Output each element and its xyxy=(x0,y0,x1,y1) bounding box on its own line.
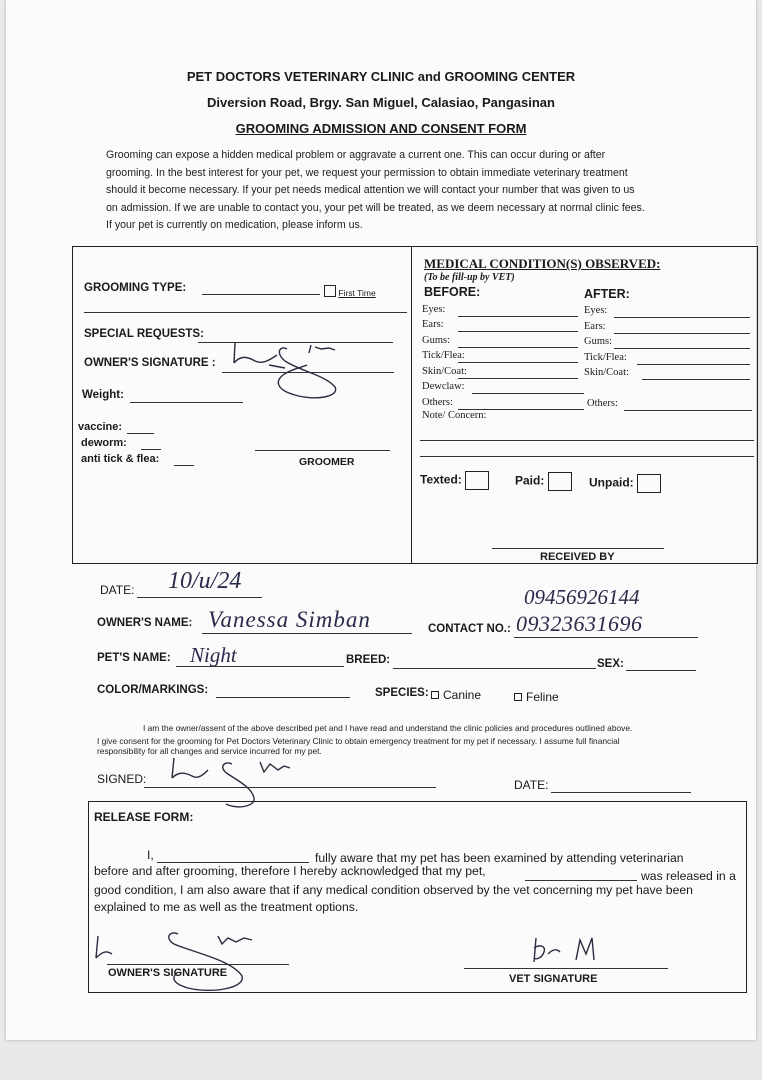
feline-checkbox[interactable] xyxy=(514,693,522,701)
release-title: RELEASE FORM: xyxy=(94,810,194,824)
breed-label: BREED: xyxy=(346,654,391,666)
note-line-1[interactable] xyxy=(420,440,754,441)
contact-value-1: 09456926144 xyxy=(524,585,640,609)
intro-line: on admission. If we are unable to contact you, your pet will be treated, as we deem necessary at normal clinic fees. xyxy=(106,201,645,214)
canine-checkbox[interactable] xyxy=(431,691,439,699)
date-field[interactable] xyxy=(137,597,262,598)
before-item-label: Ears: xyxy=(422,319,444,330)
after-item-label: Gums: xyxy=(584,336,613,347)
before-item-label: Skin/Coat: xyxy=(422,366,467,377)
deworm-field[interactable] xyxy=(141,449,161,450)
before-item-field[interactable] xyxy=(458,331,578,332)
release-owner-signature-label: OWNER'S SIGNATURE xyxy=(108,967,228,979)
consent-line-1: I am the owner/assent of the above described pet and I have read and understand the clinic policies and procedures outlined above. xyxy=(143,723,633,733)
after-item-field[interactable] xyxy=(637,364,750,365)
feline-label: Feline xyxy=(526,690,559,704)
intro-line: Grooming can expose a hidden medical problem or aggravate a current one. This can occur during or after xyxy=(106,149,606,161)
before-item-label: Gums: xyxy=(422,335,451,346)
canine-label: Canine xyxy=(443,688,482,702)
grooming-type-label: GROOMING TYPE: xyxy=(84,282,187,294)
feline-option[interactable] xyxy=(514,690,559,704)
groomer-signature-line[interactable] xyxy=(255,450,390,451)
grooming-type-field-2[interactable] xyxy=(84,312,407,313)
first-time-checkbox[interactable] xyxy=(324,285,336,297)
after-others-label: Others: xyxy=(587,398,618,409)
breed-field[interactable] xyxy=(393,668,596,669)
pet-name-label: PET'S NAME: xyxy=(97,652,171,664)
clinic-name: PET DOCTORS VETERINARY CLINIC and GROOMING CENTER xyxy=(186,69,576,84)
form-title: GROOMING ADMISSION AND CONSENT FORM xyxy=(235,121,527,136)
consent-line-2: I give consent for the grooming for Pet Doctors Veterinary Clinic to obtain emergency treatment for my pet if necessary. I assume full financial xyxy=(97,736,620,746)
after-item-label: Ears: xyxy=(584,321,606,332)
after-item-field[interactable] xyxy=(614,333,750,334)
after-item-field[interactable] xyxy=(642,379,750,380)
vet-signature-scribble xyxy=(530,934,610,970)
before-item-field[interactable] xyxy=(458,347,578,348)
before-item-field[interactable] xyxy=(458,316,578,317)
unpaid-option[interactable] xyxy=(589,474,661,493)
box-divider xyxy=(411,246,412,563)
owner-name-label: OWNER'S NAME: xyxy=(97,617,193,629)
contact-value-2: 09323631696 xyxy=(516,611,643,636)
pet-name-value: Night xyxy=(190,643,237,667)
owner-name-value: Vanessa Simban xyxy=(208,607,371,632)
color-label: COLOR/MARKINGS: xyxy=(97,684,209,696)
texted-label: Texted: xyxy=(420,472,462,487)
anti-tick-label: anti tick & flea: xyxy=(81,453,160,465)
date-label: DATE: xyxy=(100,583,135,597)
note-label: Note/ Concern: xyxy=(422,410,487,421)
release-line-1: fully aware that my pet has been examined by attending veterinarian xyxy=(315,851,684,865)
intro-line: If your pet is currently on medication, please inform us. xyxy=(106,219,363,231)
intro-line: grooming. In the best interest for your pet, we request your permission to obtain immediate veterinary treatment xyxy=(106,166,628,179)
release-line-2a: before and after grooming, therefore I hereby acknowledged that my pet, xyxy=(94,864,486,878)
before-item-label: Dewclaw: xyxy=(422,381,465,392)
medical-title: MEDICAL CONDITION(S) OBSERVED: xyxy=(424,256,661,271)
vaccine-label: vaccine: xyxy=(78,421,123,433)
unpaid-label: Unpaid: xyxy=(589,475,634,490)
received-by-label: RECEIVED BY xyxy=(540,551,615,563)
before-heading: BEFORE: xyxy=(424,285,481,299)
date-value: 10/u/24 xyxy=(168,568,242,594)
owner-name-field[interactable] xyxy=(202,633,412,634)
canine-option[interactable] xyxy=(431,688,481,702)
weight-field[interactable] xyxy=(130,402,243,403)
after-item-label: Eyes: xyxy=(584,305,608,316)
release-line-3: good condition, I am also aware that if any medical condition observed by the vet concerning my pet have been xyxy=(94,883,693,897)
signed-label: SIGNED: xyxy=(97,772,147,786)
consent-date-label: DATE: xyxy=(514,778,549,792)
note-line-2[interactable] xyxy=(420,456,754,457)
after-heading: AFTER: xyxy=(584,287,630,301)
before-item-field[interactable] xyxy=(472,393,584,394)
release-name-field[interactable] xyxy=(157,862,309,863)
paid-checkbox[interactable] xyxy=(548,472,572,491)
anti-tick-field[interactable] xyxy=(174,465,194,466)
before-item-field[interactable] xyxy=(458,362,578,363)
intro-paragraph xyxy=(106,147,710,235)
release-owner-signature-scribble xyxy=(92,922,262,997)
before-item-label: Others: xyxy=(422,397,453,408)
consent-line-3: responsibility for all changes and service incurred for my pet. xyxy=(97,746,322,756)
groomer-label: GROOMER xyxy=(299,456,355,468)
vaccine-field[interactable] xyxy=(127,433,154,434)
weight-label: Weight: xyxy=(82,389,124,401)
after-item-label: Skin/Coat: xyxy=(584,367,629,378)
release-line-2b: was released in a xyxy=(641,869,736,883)
after-others-field[interactable] xyxy=(624,410,752,411)
after-item-field[interactable] xyxy=(614,317,750,318)
before-item-label: Tick/Flea: xyxy=(422,350,465,361)
sex-label: SEX: xyxy=(597,658,624,670)
paid-option[interactable] xyxy=(515,472,572,491)
owner-signature-scribble xyxy=(225,335,355,405)
release-pet-field[interactable] xyxy=(525,880,637,881)
clinic-address: Diversion Road, Brgy. San Miguel, Calasiao, Pangasinan xyxy=(207,95,555,110)
species-label: SPECIES: xyxy=(375,687,429,699)
after-item-label: Tick/Flea: xyxy=(584,352,627,363)
received-by-line[interactable] xyxy=(492,548,664,549)
vet-signature-label: VET SIGNATURE xyxy=(509,973,598,985)
medical-subtitle: (To be fill-up by VET) xyxy=(424,272,515,283)
deworm-label: deworm: xyxy=(81,437,127,449)
paid-label: Paid: xyxy=(515,473,545,488)
grooming-type-field[interactable] xyxy=(202,294,320,295)
color-field[interactable] xyxy=(216,697,350,698)
special-requests-label: SPECIAL REQUESTS: xyxy=(84,328,204,340)
sex-field[interactable] xyxy=(626,670,696,671)
contact-label: CONTACT NO.: xyxy=(428,623,511,635)
after-item-field[interactable] xyxy=(614,348,750,349)
intro-line: should it become necessary. If your pet needs medical attention we will contact your number that was given to us xyxy=(106,184,635,196)
first-time-option[interactable] xyxy=(324,285,376,298)
unpaid-checkbox[interactable] xyxy=(637,474,661,493)
before-item-label: Eyes: xyxy=(422,304,446,315)
contact-field[interactable] xyxy=(514,637,698,638)
owner-signature-label: OWNER'S SIGNATURE : xyxy=(84,357,216,369)
before-item-field[interactable] xyxy=(458,378,578,379)
release-line-4: explained to me as well as the treatment options. xyxy=(94,900,359,914)
consent-date-field[interactable] xyxy=(551,792,691,793)
texted-option[interactable] xyxy=(420,471,489,490)
release-i: I, xyxy=(147,848,154,862)
first-time-label: First Time xyxy=(338,288,376,298)
texted-checkbox[interactable] xyxy=(465,471,489,490)
